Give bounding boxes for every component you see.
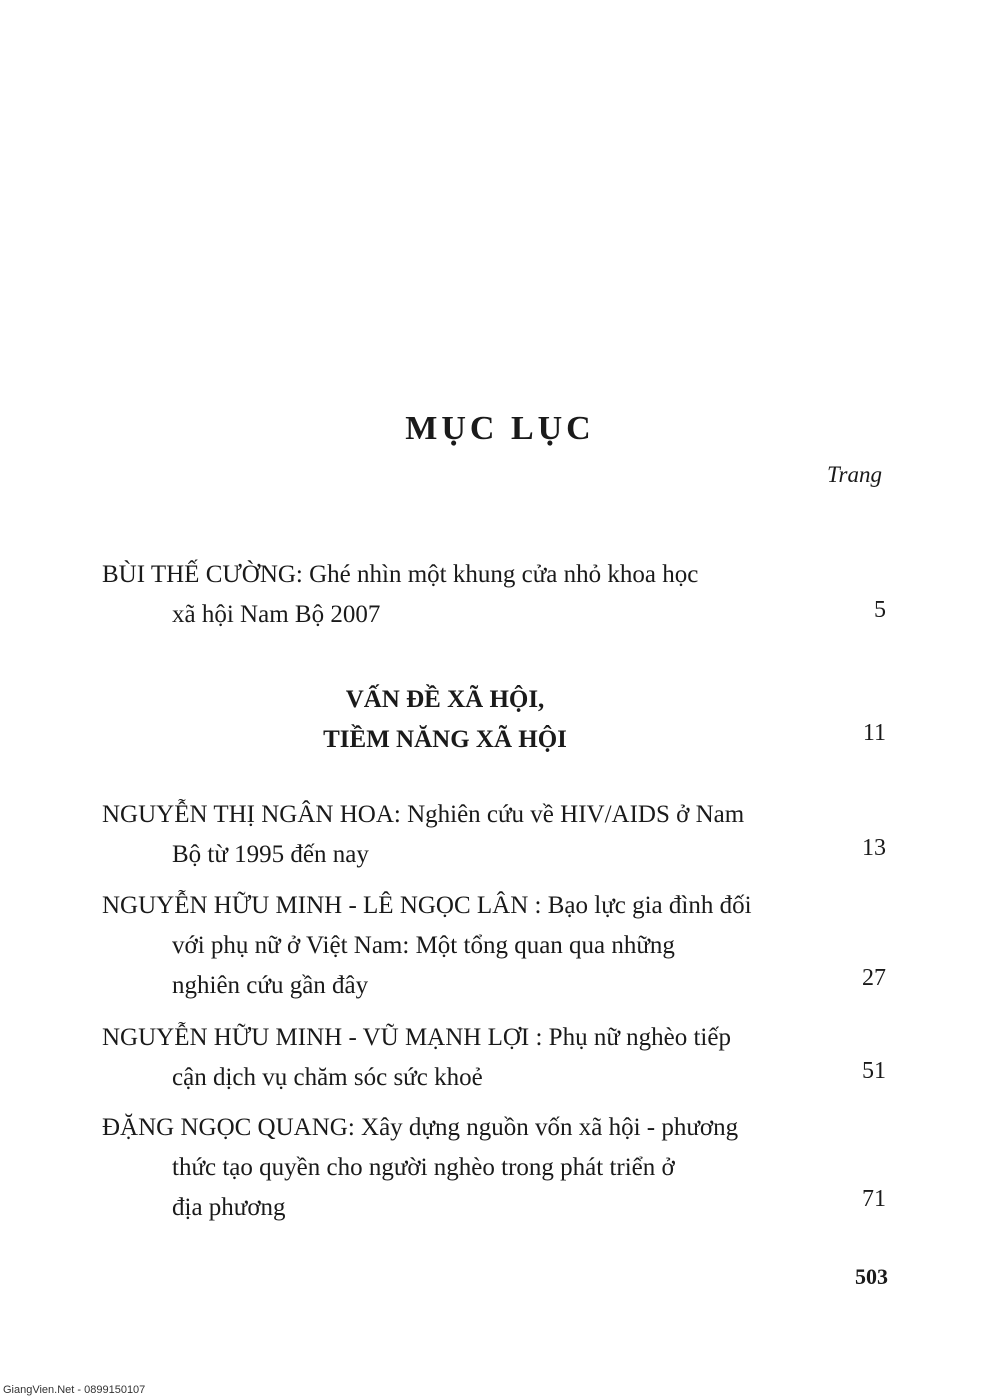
toc-entry: [102, 555, 802, 635]
toc-page-number: 13: [862, 835, 886, 861]
toc-entry-line: với phụ nữ ở Việt Nam: Một tổng quan qua những: [172, 932, 675, 959]
page-title: MỤC LỤC: [405, 410, 595, 447]
toc-page-number: 27: [862, 965, 886, 991]
toc-page-number: 71: [862, 1186, 886, 1212]
toc-entry-line: thức tạo quyền cho người nghèo trong phát triển ở: [172, 1154, 675, 1181]
toc-page-number: 5: [874, 597, 886, 623]
page-column-label: Trang: [827, 462, 882, 487]
toc-entry-line: NGUYỄN HỮU MINH - VŨ MẠNH LỢI : Phụ nữ nghèo tiếp: [102, 1024, 731, 1051]
toc-entry: [102, 1018, 802, 1098]
toc-entry-line: xã hội Nam Bộ 2007: [172, 601, 381, 628]
toc-entry-line: nghiên cứu gần đây: [172, 972, 369, 999]
toc-entry: [102, 886, 802, 1006]
toc-entry-line: NGUYỄN THỊ NGÂN HOA: Nghiên cứu về HIV/AIDS ở Nam: [102, 801, 745, 828]
toc-entry: [102, 1108, 802, 1228]
toc-entry-line: cận dịch vụ chăm sóc sức khoẻ: [172, 1064, 483, 1091]
toc-entry: [102, 795, 802, 875]
section-heading-line: TIỀM NĂNG XÃ HỘI: [323, 726, 567, 753]
toc-page-number: 51: [862, 1058, 886, 1084]
toc-entry-line: BÙI THẾ CƯỜNG: Ghé nhìn một khung cửa nhỏ khoa học: [102, 561, 699, 588]
toc-entry-line: địa phương: [172, 1194, 286, 1221]
toc-entry-line: ĐẶNG NGỌC QUANG: Xây dựng nguồn vốn xã hội - phương: [102, 1114, 739, 1141]
section-heading-line: VẤN ĐỀ XÃ HỘI,: [345, 686, 545, 713]
page-folio-number: 503: [855, 1264, 888, 1289]
toc-entry-line: Bộ từ 1995 đến nay: [172, 841, 369, 868]
watermark-text: GiangVien.Net - 0899150107: [3, 1384, 146, 1396]
section-page-number: 11: [862, 720, 886, 746]
toc-entry-line: NGUYỄN HỮU MINH - LÊ NGỌC LÂN : Bạo lực gia đình đối: [102, 892, 752, 919]
section-heading: [220, 680, 670, 760]
